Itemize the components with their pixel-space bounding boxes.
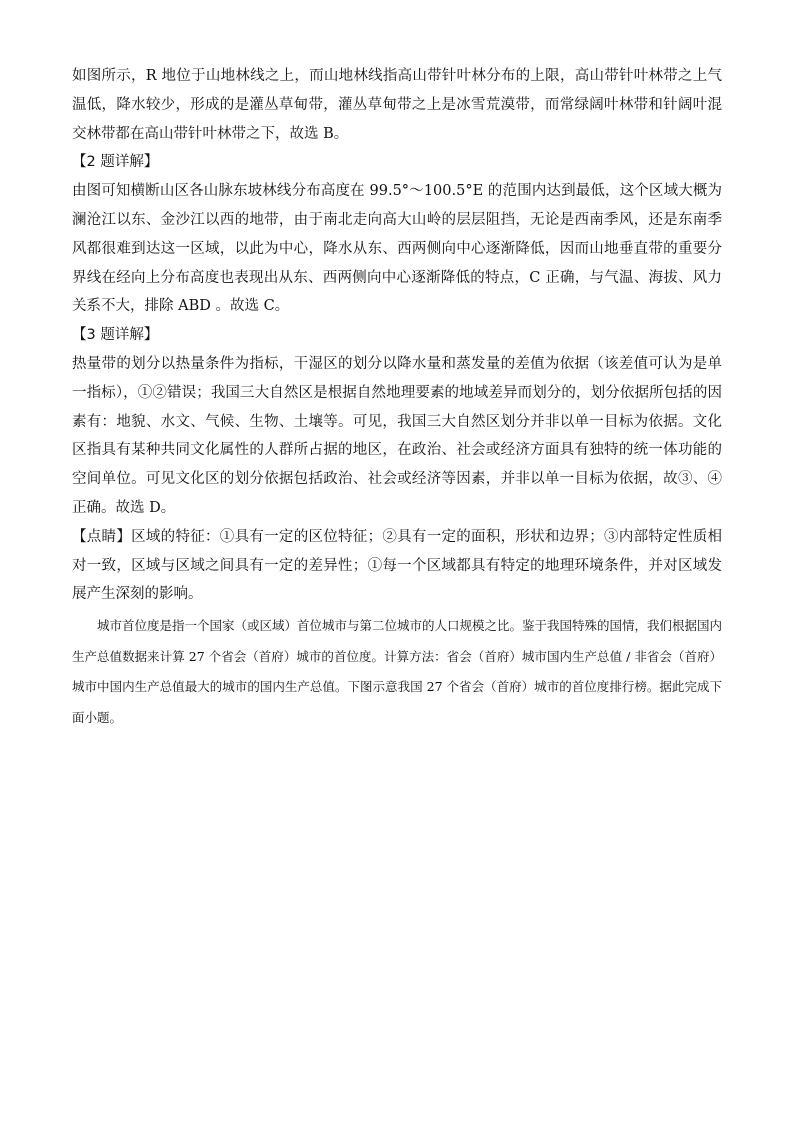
answer-paragraph-1: 如图所示，R 地位于山地林线之上，而山地林线指高山带针叶林分布的上限，高山带针叶林带之上气温低，降水较少，形成的是灌丛草甸带，灌丛草甸带之上是冰雪荒漠带，而常绿阔叶林带和针阔叶混交林带都在高山带针叶林带之下，故选 B。 — [72, 68, 722, 142]
question-2-heading: 【2 题详解】 — [72, 154, 159, 171]
next-question-intro: 城市首位度是指一个国家（或区域）首位城市与第二位城市的人口规模之比。鉴于我国特殊的国情，我们根据国内生产总值数据来计算 27 个省会（首府）城市的首位度。计算方法：省会（首府）城市国内生产总值 / 非省会（首府）城市中国内生产总值最大的城市的国内生产总值。下图示意我国 27 个省会（首府）城市的首位度排行榜。据此完成下面小题。 — [72, 618, 723, 725]
key-point-text: 区域的特征：①具有一定的区位特征；②具有一定的面积，形状和边界；③内部特定性质相对一致，区域与区域之间具有一定的差异性；①每一个区域都具有特定的地理环境条件，并对区域发展产生深刻的影响。 — [72, 528, 723, 603]
document-page — [72, 62, 722, 733]
question-3-explanation: 热量带的划分以热量条件为指标，干湿区的划分以降水量和蒸发量的差值为依据（该差值可认为是单一指标），①②错误；我国三大自然区是根据自然地理要素的地域差异而划分的，划分依据所包括的因素有：地貌、水文、气候、生物、土壤等。可见，我国三大自然区划分并非以单一目标为依据。文化区指具有某种共同文化属性的人群所占据的地区，在政治、社会或经济方面具有独特的统一体功能的空间单位。可见文化区的划分依据包括政治、社会或经济等因素，并非以单一目标为依据，故③、④正确。故选 D。 — [72, 355, 722, 516]
question-2-explanation: 由图可知横断山区各山脉东坡林线分布高度在 99.5°～100.5°E 的范围内达到最低，这个区域大概为澜沧江以东、金沙江以西的地带，由于南北走向高大山岭的层层阻挡，无论是西南季风，还是东南季风都很难到达这一区域，以此为中心，降水从东、西两侧向中心逐渐降低，因而山地垂直带的重要分界线在经向上分布高度也表现出从东、西两侧向中心逐渐降低的特点，C 正确，与气温、海拔、风力关系不大，排除 ABD 。故选 C。 — [72, 183, 722, 315]
key-point-label: 【点睛】 — [72, 528, 132, 545]
key-point-note — [72, 523, 722, 609]
question-3-heading: 【3 题详解】 — [72, 327, 159, 344]
